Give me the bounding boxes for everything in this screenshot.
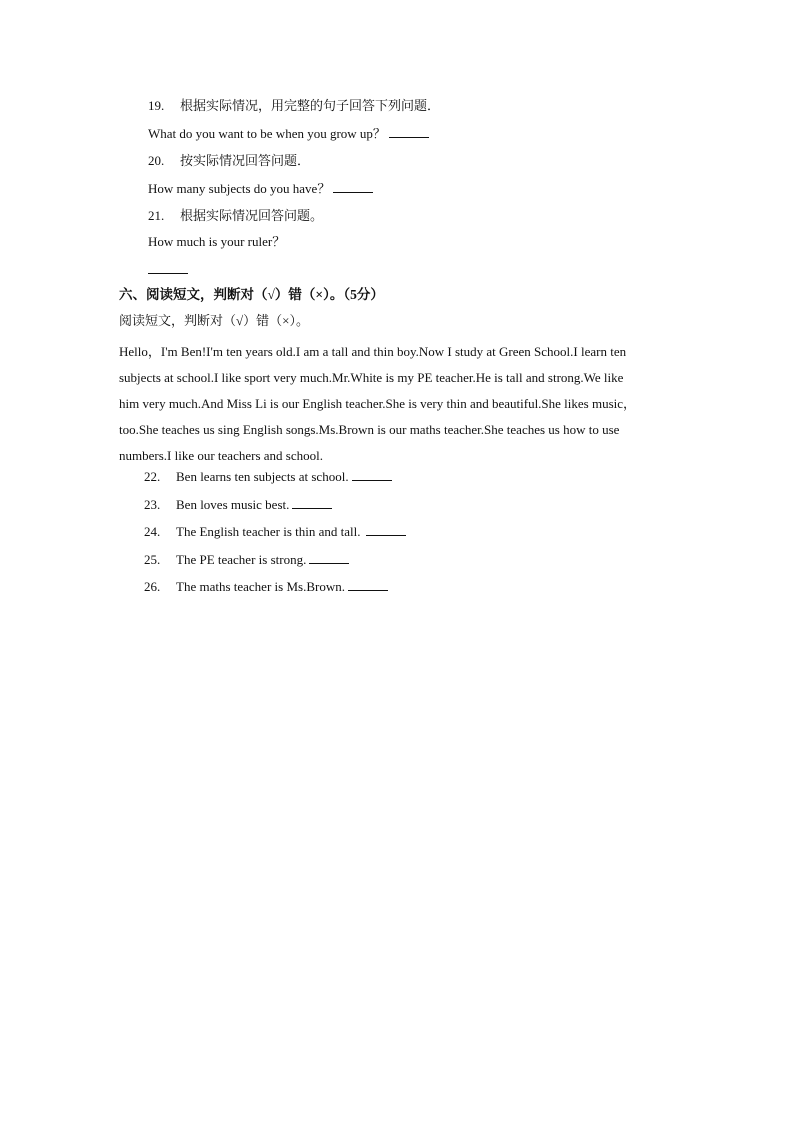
- answer-blank[interactable]: [333, 180, 373, 193]
- item-text: Ben loves music best.: [176, 497, 290, 512]
- answer-blank[interactable]: [366, 523, 406, 536]
- question-text: What do you want to be when you grow up？: [148, 126, 386, 141]
- item-number: 23.: [144, 497, 161, 512]
- passage-line: Hello，I'm Ben!I'm ten years old.I am a tall and thin boy.Now I study at Green School.I learn ten: [119, 344, 627, 359]
- question-21-prompt: [148, 208, 323, 224]
- passage-line: him very much.And Miss Li is our English teacher.She is very thin and beautiful.She likes music，: [119, 396, 637, 411]
- item-text: The PE teacher is strong.: [176, 552, 307, 567]
- answer-blank[interactable]: [352, 468, 392, 481]
- answer-blank[interactable]: [348, 578, 388, 591]
- tf-item-22: [144, 468, 392, 485]
- question-21-answer: [148, 261, 188, 278]
- item-text: The English teacher is thin and tall.: [176, 524, 361, 539]
- question-21-text: [148, 234, 285, 250]
- answer-blank[interactable]: [292, 496, 332, 509]
- item-text: The maths teacher is Ms.Brown.: [176, 579, 345, 594]
- question-prompt: 根据实际情况回答问题。: [180, 208, 324, 223]
- answer-blank[interactable]: [389, 125, 429, 138]
- question-20-prompt: [148, 153, 310, 169]
- question-number: 20.: [148, 153, 165, 168]
- passage-line: subjects at school.I like sport very much.Mr.White is my PE teacher.He is tall and strong.We like: [119, 370, 624, 385]
- tf-item-25: [144, 551, 349, 568]
- tf-item-23: [144, 496, 332, 513]
- passage-line: too.She teaches us sing English songs.Ms.Brown is our maths teacher.She teaches us how to use: [119, 422, 620, 437]
- answer-blank[interactable]: [309, 551, 349, 564]
- item-text: Ben learns ten subjects at school.: [176, 469, 349, 484]
- answer-blank[interactable]: [148, 261, 188, 274]
- item-number: 22.: [144, 469, 161, 484]
- passage-line: numbers.I like our teachers and school.: [119, 448, 323, 463]
- section-instruction: 阅读短文，判断对（√）错（×）。: [119, 313, 309, 328]
- item-number: 26.: [144, 579, 161, 594]
- question-number: 21.: [148, 208, 165, 223]
- question-text: How much is your ruler？: [148, 234, 286, 249]
- tf-item-24: [144, 523, 406, 540]
- question-20-text: [148, 180, 373, 197]
- item-number: 25.: [144, 552, 161, 567]
- question-number: 19.: [148, 98, 165, 113]
- question-prompt: 根据实际情况，用完整的句子回答下列问题．: [180, 98, 441, 113]
- question-19-prompt: [148, 98, 440, 114]
- item-number: 24.: [144, 524, 161, 539]
- question-text: How many subjects do you have？: [148, 181, 331, 196]
- section-heading: 六、阅读短文，判断对（√）错（×）。（5分）: [119, 287, 384, 302]
- question-prompt: 按实际情况回答问题．: [180, 153, 311, 168]
- question-19-text: [148, 125, 429, 142]
- reading-passage: [119, 339, 687, 469]
- tf-item-26: [144, 578, 388, 595]
